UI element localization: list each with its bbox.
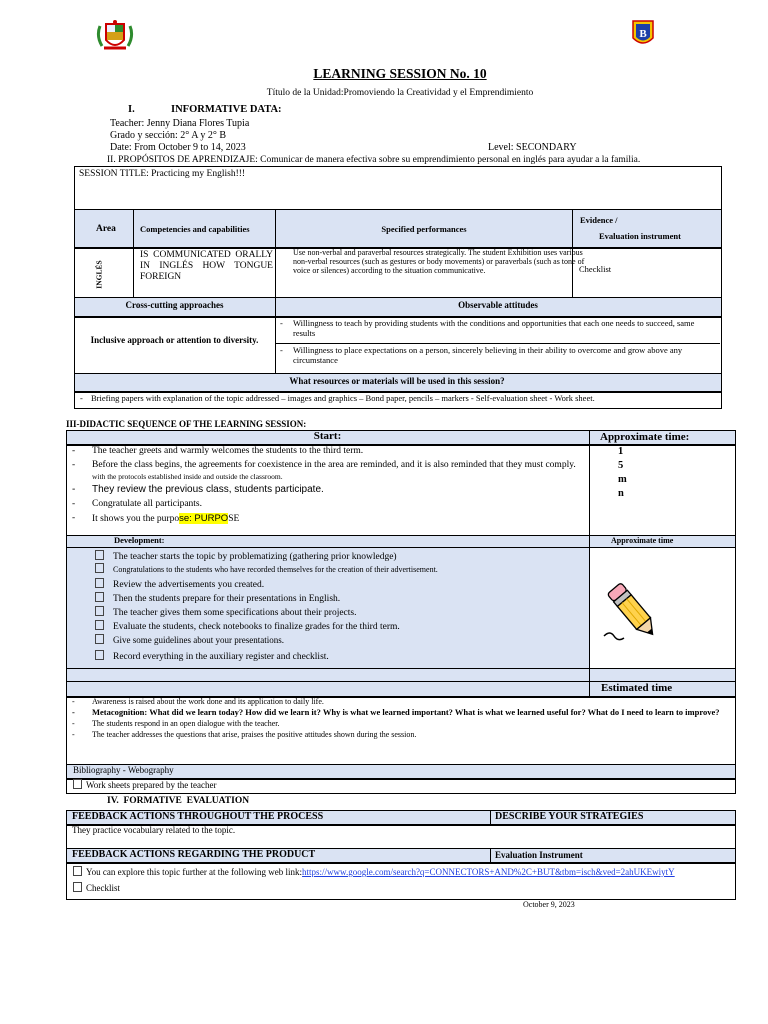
start-item: They review the previous class, students participate. (92, 483, 324, 495)
start-time-value (618, 445, 627, 501)
resources-label: What resources or materials will be used in this session? (289, 376, 505, 386)
closing-item: Metacognition: What did we learn today? How did we learn it? Why is what we learned important? What is what we learned useful for? What do I need to learn to improve? (92, 706, 720, 717)
checkbox-icon (73, 882, 82, 892)
process-value: They practice vocabulary related to the topic. (72, 825, 236, 835)
learning-purposes: II. PROPÓSITOS DE APRENDIZAJE: Comunicar de manera efectiva sobre su emprendimiento personal en inglés para ayudar a la familia. (107, 155, 641, 165)
purpose-highlight: se: PURPO (179, 513, 229, 525)
start-item: with the protocols established inside and outside the classroom. (92, 471, 283, 481)
footer-date: October 9, 2023 (523, 900, 575, 909)
svg-text:B: B (639, 28, 647, 40)
process-label: FEEDBACK ACTIONS THROUGHOUT THE PROCESS (72, 811, 324, 822)
informative-heading-number: I. (128, 104, 135, 115)
strategies-label: DESCRIBE YOUR STRATEGIES (495, 811, 644, 822)
informative-heading: INFORMATIVE DATA: (171, 104, 282, 115)
performance-value: Use non-verbal and paraverbal resources strategically. The student Exhibition uses various non-verbal resources (such as gestures or body movements) or paraverbals (such as tone of voice or silences) according to the situation communicative. (293, 248, 585, 276)
closing-item: The teacher addresses the questions that arise, praises the positive attitudes shown during the session. (92, 730, 417, 740)
checkbox-icon (95, 563, 104, 573)
dev-item: The teacher gives them some specifications about their projects. (113, 608, 357, 618)
pencil-drawing-icon (600, 578, 672, 648)
peru-coat-of-arms-icon (96, 20, 134, 54)
instrument-label: Evaluation Instrument (495, 850, 583, 860)
start-list: - The teacher greets and warmly welcomes the students to the third term. - Before the class begins, the agreements for coexistence in the area are reminded, and it is also reminded that they must comply. with the protocols established inside and outside the classroom. - They review the previous class, students participate. - Congratulate all participants. - It shows you the purpose: PURPOSE (72, 446, 576, 525)
checklist-row (73, 882, 120, 894)
dev-item: Congratulations to the students who have recorded themselves for the creation of their advertisement. (113, 565, 438, 574)
time-char: n (618, 488, 624, 499)
attitude-2: Willingness to place expectations on a person, sincerely believing in their ability to overcome and grow above any circumstance (293, 345, 683, 366)
area-value: INGLÉS (94, 260, 104, 289)
checkbox-icon (95, 550, 104, 560)
grade-section: Grado y sección: 2° A y 2° B (110, 130, 227, 141)
product-label: FEEDBACK ACTIONS REGARDING THE PRODUCT (72, 849, 316, 860)
attitude-1: Willingness to teach by providing students with the conditions and opportunities that each one needs to succeed, same results (293, 318, 695, 339)
col-area: Area (96, 224, 116, 234)
start-label: Start: (313, 430, 342, 442)
dev-item: Then the students prepare for their presentations in English. (113, 594, 341, 604)
checkbox-icon (73, 779, 82, 789)
purpose-tail: SE (228, 514, 240, 525)
col-evidence-2: Evaluation instrument (599, 231, 681, 241)
development-label: Development: (114, 535, 165, 545)
start-item: The teacher greets and warmly welcomes the students to the third term. (92, 446, 364, 456)
bibliography-item: Work sheets prepared by the teacher (86, 780, 217, 790)
crosscutting-label: Cross-cutting approaches (125, 300, 224, 310)
page-title: LEARNING SESSION No. 10 (313, 66, 487, 81)
checkbox-icon (73, 866, 82, 876)
time-char: 1 (618, 446, 624, 457)
col-performances: Specified performances (381, 224, 467, 234)
school-level: Level: SECONDARY (488, 142, 577, 153)
dev-item: Evaluate the students, check notebooks to finalize grades for the third term. (113, 622, 400, 632)
competency-value: IS COMMUNICATED ORALLY IN INGLÉS HOW TONGUE FOREIGN (140, 250, 273, 282)
time-char: 5 (618, 460, 624, 471)
web-link[interactable]: https://www.google.com/search?q=CONNECTORS+AND%2C+BUT&tbm=isch&ved=2ahUKEwiytY (302, 867, 675, 877)
time-char: m (618, 474, 627, 485)
col-competencies: Competencies and capabilities (140, 224, 250, 234)
dev-item: Record everything in the auxiliary register and checklist. (113, 652, 329, 662)
dev-item: The teacher starts the topic by problematizing (gathering prior knowledge) (113, 552, 397, 562)
approx-time-label: Approximate time: (600, 431, 690, 443)
checkbox-icon (95, 592, 104, 602)
checkbox-icon (95, 620, 104, 630)
dev-time-label: Approximate time (611, 536, 674, 545)
start-item: Before the class begins, the agreements for coexistence in the area are reminded, and it is also reminded that they must comply. (92, 460, 576, 471)
school-shield-icon (632, 20, 654, 48)
evidence-value: Checklist (579, 264, 612, 274)
didactic-heading: III-DIDACTIC SEQUENCE OF THE LEARNING SESSION: (66, 419, 307, 429)
col-evidence-1: Evidence / (580, 215, 618, 225)
bibliography-label: Bibliography - Webography (73, 765, 174, 775)
approach-value: Inclusive approach or attention to diversity. (90, 335, 259, 345)
session-title-box (74, 166, 722, 211)
unit-title: Título de la Unidad:Promoviendo la Creatividad y el Emprendimiento (266, 88, 534, 98)
session-title: SESSION TITLE: Practicing my English!!! (79, 169, 246, 179)
checkbox-icon (95, 634, 104, 644)
resources-value: Briefing papers with explanation of the topic addressed – images and graphics – Bond paper, pencils – markers - Self-evaluation sheet - Work sheet. (91, 393, 595, 403)
teacher-name: Teacher: Jenny Diana Flores Tupia (110, 118, 250, 129)
attitudes-label: Observable attitudes (458, 300, 538, 310)
closing-list: - Awareness is raised about the work done and its application to daily life. - Metacognition: What did we learn today? How did we learn it? Why is what we learned important? What is what we learned useful for? What do I need to learn to improve? - The students respond in an open dialogue with the teacher. - The teacher addresses the questions that arise, praises the positive attitudes shown during the session. (72, 697, 720, 740)
start-item: It shows you the purpo (92, 514, 180, 525)
explore-row (73, 866, 768, 878)
closing-item: Awareness is raised about the work done and its application to daily life. (92, 697, 324, 706)
start-item: Congratulate all participants. (92, 498, 203, 509)
session-date: Date: From October 9 to 14, 2023 (110, 142, 246, 153)
bibliography-item-row (73, 779, 216, 791)
checkbox-icon (95, 650, 104, 660)
formative-heading: IV. FORMATIVE EVALUATION (107, 796, 250, 806)
dev-item: Review the advertisements you created. (113, 580, 265, 590)
development-list (95, 550, 585, 664)
checkbox-icon (95, 606, 104, 616)
closing-item: The students respond in an open dialogue with the teacher. (92, 718, 280, 728)
checkbox-icon (95, 578, 104, 588)
estimated-time-label: Estimated time (601, 682, 673, 694)
explore-text: You can explore this topic further at the following web link: (86, 867, 303, 877)
checklist-item: Checklist (86, 883, 120, 893)
dev-item: Give some guidelines about your presentations. (113, 635, 284, 645)
